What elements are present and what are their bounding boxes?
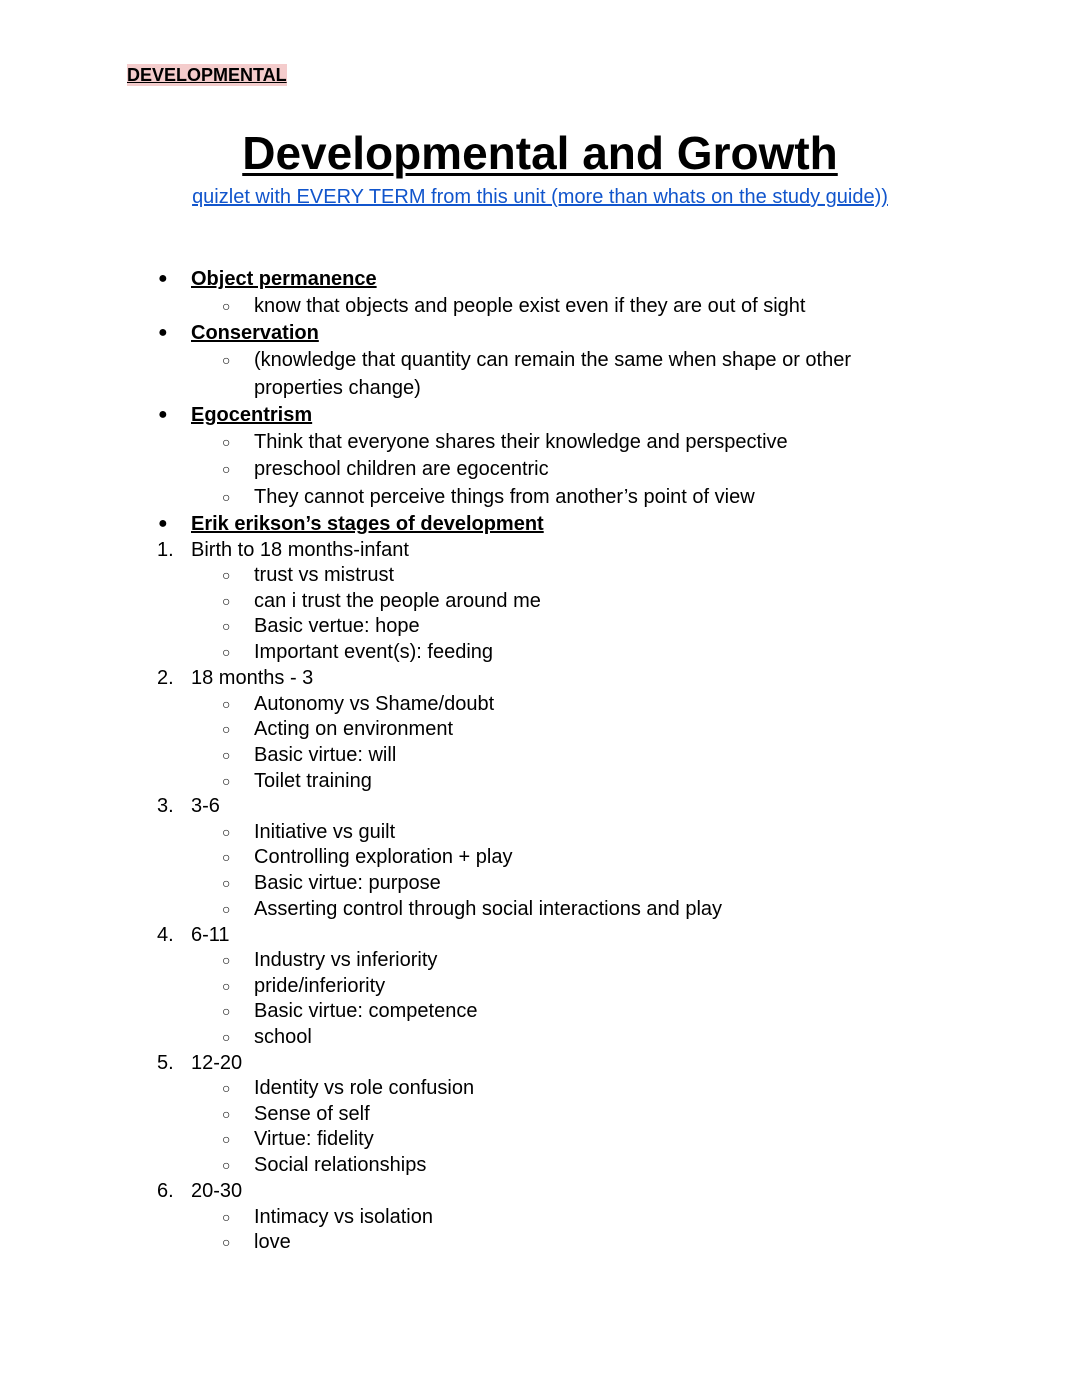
term-heading: Conservation: [191, 322, 319, 344]
sub-bullet-icon: ○: [222, 849, 231, 865]
list-item: Basic virtue: competence: [254, 1000, 478, 1022]
stage-number: 2.: [157, 667, 174, 689]
sub-bullet-icon: ○: [222, 567, 231, 583]
sub-bullet-icon: ○: [222, 978, 231, 994]
list-item: Intimacy vs isolation: [254, 1206, 433, 1228]
sub-bullet-icon: ○: [222, 1209, 231, 1225]
sub-bullet-icon: ○: [222, 1106, 231, 1122]
header-tag: DEVELOPMENTAL: [127, 65, 287, 85]
list-item: Sense of self: [254, 1103, 370, 1125]
list-item: can i trust the people around me: [254, 590, 541, 612]
sub-bullet-icon: ○: [222, 1157, 231, 1173]
list-item: Basic vertue: hope: [254, 615, 420, 637]
stage-label: 18 months - 3: [191, 667, 314, 689]
list-item: Initiative vs guilt: [254, 821, 396, 843]
stage-number: 3.: [157, 795, 174, 817]
list-item: Virtue: fidelity: [254, 1128, 374, 1150]
sub-bullet-icon: ○: [222, 824, 231, 840]
list-item: Controlling exploration + play: [254, 846, 513, 868]
sub-bullet-icon: ○: [222, 352, 231, 368]
list-item: Basic virtue: will: [254, 744, 397, 766]
quizlet-link[interactable]: quizlet with EVERY TERM from this unit (more than whats on the study guide)): [192, 186, 888, 208]
stage-label: 12-20: [191, 1052, 243, 1074]
bullet-icon: ●: [158, 270, 168, 287]
sub-bullet-icon: ○: [222, 875, 231, 891]
term-heading: Erik erikson’s stages of development: [191, 513, 544, 535]
stage-label: 6-11: [191, 924, 230, 946]
bullet-icon: ●: [158, 324, 168, 341]
sub-bullet-icon: ○: [222, 1080, 231, 1096]
list-item: Think that everyone shares their knowledge and perspective: [254, 431, 788, 453]
stage-number: 6.: [157, 1180, 174, 1202]
sub-bullet-icon: ○: [222, 901, 231, 917]
sub-bullet-icon: ○: [222, 489, 231, 505]
stage-number: 1.: [157, 539, 174, 561]
bullet-icon: ●: [158, 515, 168, 532]
sub-bullet-icon: ○: [222, 434, 231, 450]
list-item: (knowledge that quantity can remain the same when shape or other: [254, 349, 852, 371]
list-item: Autonomy vs Shame/doubt: [254, 693, 495, 715]
term-heading: Egocentrism: [191, 404, 313, 426]
sub-bullet-icon: ○: [222, 593, 231, 609]
list-item: Basic virtue: purpose: [254, 872, 441, 894]
list-item: Toilet training: [254, 770, 372, 792]
list-item: Social relationships: [254, 1154, 427, 1176]
sub-bullet-icon: ○: [222, 618, 231, 634]
sub-bullet-icon: ○: [222, 644, 231, 660]
stage-number: 4.: [157, 924, 174, 946]
term-heading: Object permanence: [191, 268, 377, 290]
sub-bullet-icon: ○: [222, 1131, 231, 1147]
sub-bullet-icon: ○: [222, 298, 231, 314]
list-item: Asserting control through social interactions and play: [254, 898, 723, 920]
list-item: preschool children are egocentric: [254, 458, 549, 480]
list-item: They cannot perceive things from another’s point of view: [254, 486, 755, 508]
sub-bullet-icon: ○: [222, 747, 231, 763]
list-item: know that objects and people exist even if they are out of sight: [254, 295, 806, 317]
bullet-icon: ●: [158, 406, 168, 423]
sub-bullet-icon: ○: [222, 1234, 231, 1250]
sub-bullet-icon: ○: [222, 721, 231, 737]
list-item: Acting on environment: [254, 718, 454, 740]
list-item: Important event(s): feeding: [254, 641, 494, 663]
list-item-continuation: properties change): [254, 377, 421, 399]
page-title: Developmental and Growth: [242, 127, 838, 179]
list-item: trust vs mistrust: [254, 564, 395, 586]
sub-bullet-icon: ○: [222, 1029, 231, 1045]
sub-bullet-icon: ○: [222, 696, 231, 712]
list-item: school: [254, 1026, 312, 1048]
list-item: Industry vs inferiority: [254, 949, 438, 971]
sub-bullet-icon: ○: [222, 952, 231, 968]
sub-bullet-icon: ○: [222, 1003, 231, 1019]
sub-bullet-icon: ○: [222, 461, 231, 477]
stage-number: 5.: [157, 1052, 174, 1074]
stage-label: Birth to 18 months-infant: [191, 539, 409, 561]
list-item: Identity vs role confusion: [254, 1077, 475, 1099]
list-item: pride/inferiority: [254, 975, 386, 997]
sub-bullet-icon: ○: [222, 773, 231, 789]
stage-label: 3-6: [191, 795, 220, 817]
list-item: love: [254, 1231, 291, 1253]
stage-label: 20-30: [191, 1180, 243, 1202]
